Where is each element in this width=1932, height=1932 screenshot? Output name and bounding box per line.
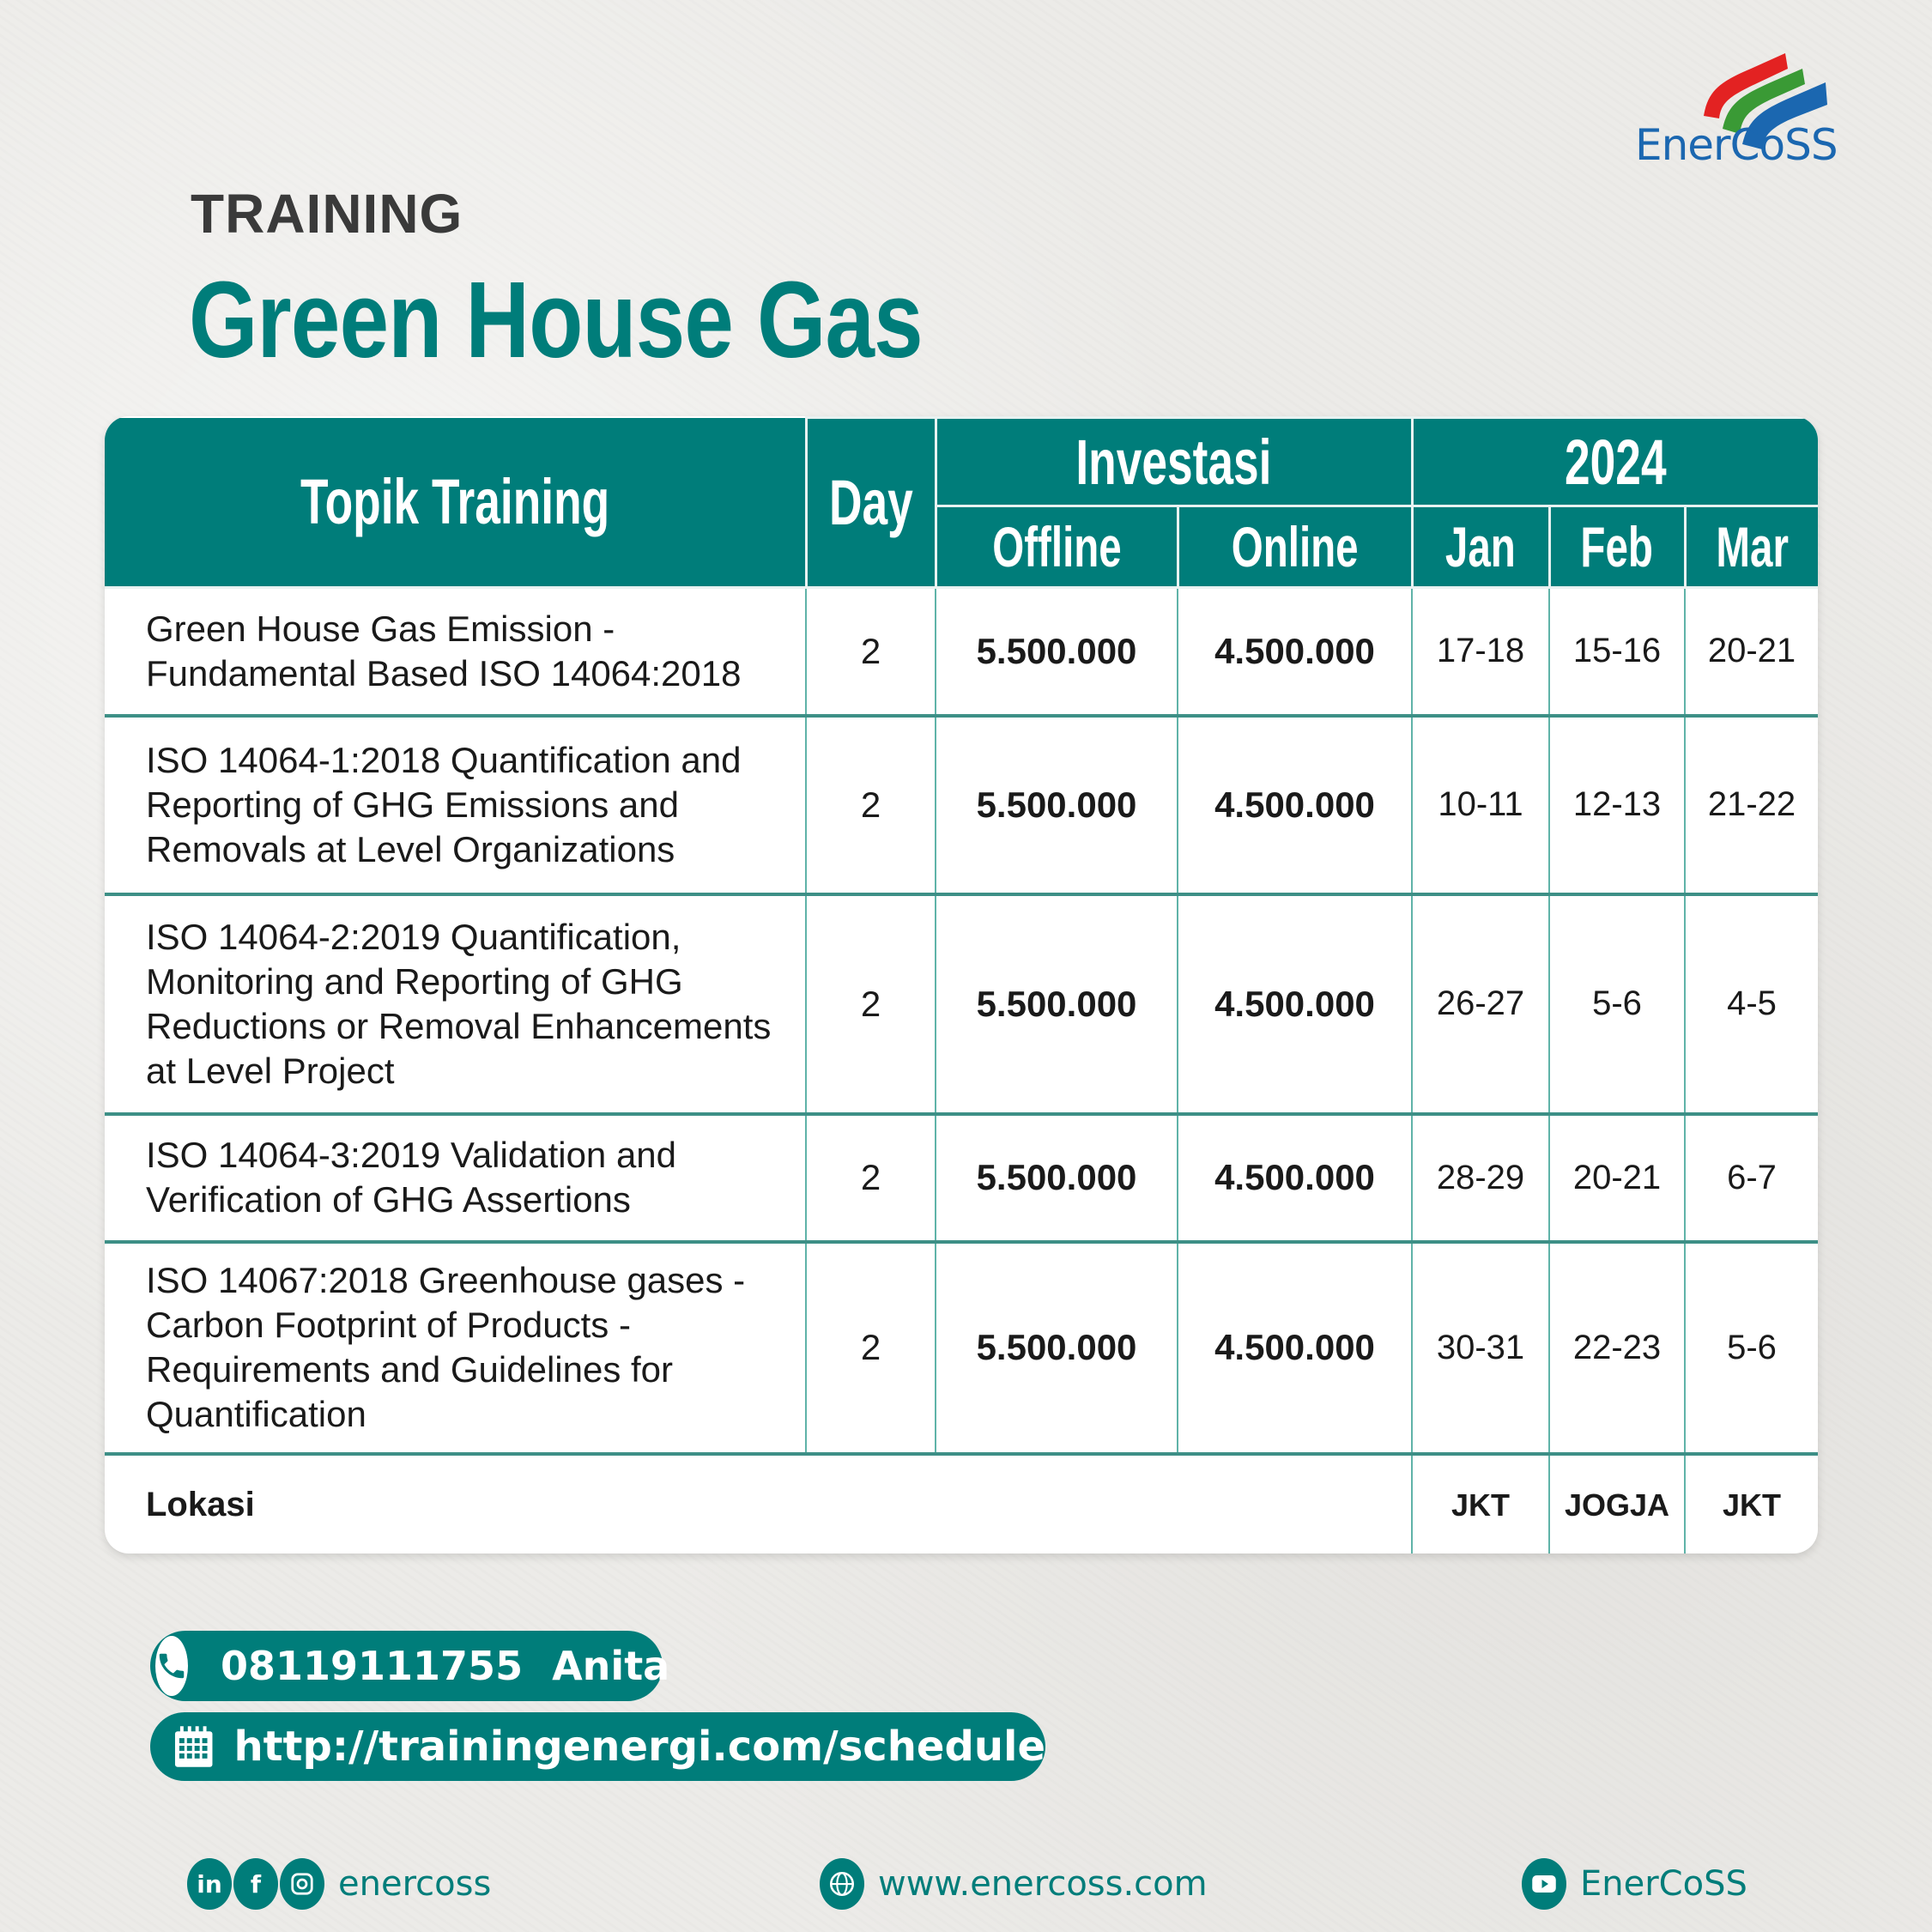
- linkedin-icon[interactable]: in: [187, 1858, 232, 1910]
- feb-date-cell: 15-16: [1549, 588, 1685, 716]
- day-cell: 2: [806, 588, 936, 716]
- online-price-cell: 4.500.000: [1178, 716, 1412, 894]
- page-eyebrow: TRAINING: [191, 183, 463, 245]
- feb-date-cell: 22-23: [1549, 1242, 1685, 1454]
- feb-date-cell: 5-6: [1549, 894, 1685, 1114]
- feb-date-cell: 12-13: [1549, 716, 1685, 894]
- header-mar: Mar: [1685, 506, 1818, 588]
- jan-date-cell: 10-11: [1412, 716, 1549, 894]
- online-price-cell: 4.500.000: [1178, 1114, 1412, 1242]
- header-year: 2024: [1412, 418, 1818, 506]
- mar-date-cell: 21-22: [1685, 716, 1818, 894]
- facebook-icon[interactable]: f: [233, 1858, 278, 1910]
- topic-cell: Green House Gas Emission - Fundamental Based ISO 14064:2018: [105, 588, 806, 716]
- calendar-icon: [173, 1724, 215, 1769]
- youtube-icon: [1522, 1858, 1566, 1910]
- day-cell: 2: [806, 716, 936, 894]
- header-jan: Jan: [1412, 506, 1549, 588]
- feb-location-cell: JOGJA: [1549, 1454, 1685, 1554]
- jan-date-cell: 28-29: [1412, 1114, 1549, 1242]
- online-price-cell: 4.500.000: [1178, 894, 1412, 1114]
- mar-date-cell: 20-21: [1685, 588, 1818, 716]
- offline-price-cell: 5.500.000: [936, 1242, 1178, 1454]
- location-row: [105, 1454, 1818, 1554]
- mar-date-cell: 5-6: [1685, 1242, 1818, 1454]
- website-url[interactable]: www.enercoss.com: [878, 1864, 1208, 1904]
- jan-location-cell: JKT: [1412, 1454, 1549, 1554]
- jan-date-cell: 26-27: [1412, 894, 1549, 1114]
- location-label: Lokasi: [105, 1454, 1412, 1554]
- phone-icon: [155, 1636, 188, 1696]
- topic-cell: ISO 14064-1:2018 Quantification and Reporting of GHG Emissions and Removals at Level Organizations: [105, 716, 806, 894]
- offline-price-cell: 5.500.000: [936, 894, 1178, 1114]
- header-day: Day: [806, 418, 936, 588]
- table-row: [105, 588, 1818, 716]
- topic-cell: ISO 14064-3:2019 Validation and Verification of GHG Assertions: [105, 1114, 806, 1242]
- offline-price-cell: 5.500.000: [936, 716, 1178, 894]
- online-price-cell: 4.500.000: [1178, 588, 1412, 716]
- mar-location-cell: JKT: [1685, 1454, 1818, 1554]
- contact-name: Anita: [552, 1643, 670, 1689]
- social-links: [187, 1858, 491, 1910]
- offline-price-cell: 5.500.000: [936, 588, 1178, 716]
- offline-price-cell: 5.500.000: [936, 1114, 1178, 1242]
- table-row: [105, 716, 1818, 894]
- header-topic: Topik Training: [105, 418, 806, 588]
- table-row: [105, 894, 1818, 1114]
- day-cell: 2: [806, 1242, 936, 1454]
- jan-date-cell: 17-18: [1412, 588, 1549, 716]
- jan-date-cell: 30-31: [1412, 1242, 1549, 1454]
- table-row: [105, 1242, 1818, 1454]
- globe-icon: [820, 1858, 864, 1910]
- schedule-url[interactable]: http://trainingenergi.com/schedule: [233, 1723, 1045, 1771]
- header-online: Online: [1178, 506, 1412, 588]
- phone-contact-pill[interactable]: [150, 1631, 670, 1701]
- social-handle[interactable]: enercoss: [338, 1864, 492, 1904]
- feb-date-cell: 20-21: [1549, 1114, 1685, 1242]
- mar-date-cell: 6-7: [1685, 1114, 1818, 1242]
- mar-date-cell: 4-5: [1685, 894, 1818, 1114]
- website-link[interactable]: [820, 1858, 1208, 1910]
- page-title: Green House Gas: [189, 259, 923, 380]
- brand-name: EnerCoSS: [1635, 120, 1838, 170]
- header-investasi: Investasi: [936, 418, 1412, 506]
- phone-number: 08119111755: [221, 1643, 524, 1689]
- training-schedule-table: [105, 416, 1818, 1553]
- table-row: [105, 1114, 1818, 1242]
- youtube-link[interactable]: [1522, 1858, 1747, 1910]
- schedule-link-pill[interactable]: [150, 1712, 1045, 1781]
- header-offline: Offline: [936, 506, 1178, 588]
- day-cell: 2: [806, 894, 936, 1114]
- header-feb: Feb: [1549, 506, 1685, 588]
- online-price-cell: 4.500.000: [1178, 1242, 1412, 1454]
- instagram-icon[interactable]: [280, 1858, 324, 1910]
- day-cell: 2: [806, 1114, 936, 1242]
- topic-cell: ISO 14064-2:2019 Quantification, Monitoring and Reporting of GHG Reductions or Removal Enhancements at Level Project: [105, 894, 806, 1114]
- youtube-channel[interactable]: EnerCoSS: [1580, 1864, 1747, 1904]
- topic-cell: ISO 14067:2018 Greenhouse gases - Carbon Footprint of Products - Requirements and Guidelines for Quantification: [105, 1242, 806, 1454]
